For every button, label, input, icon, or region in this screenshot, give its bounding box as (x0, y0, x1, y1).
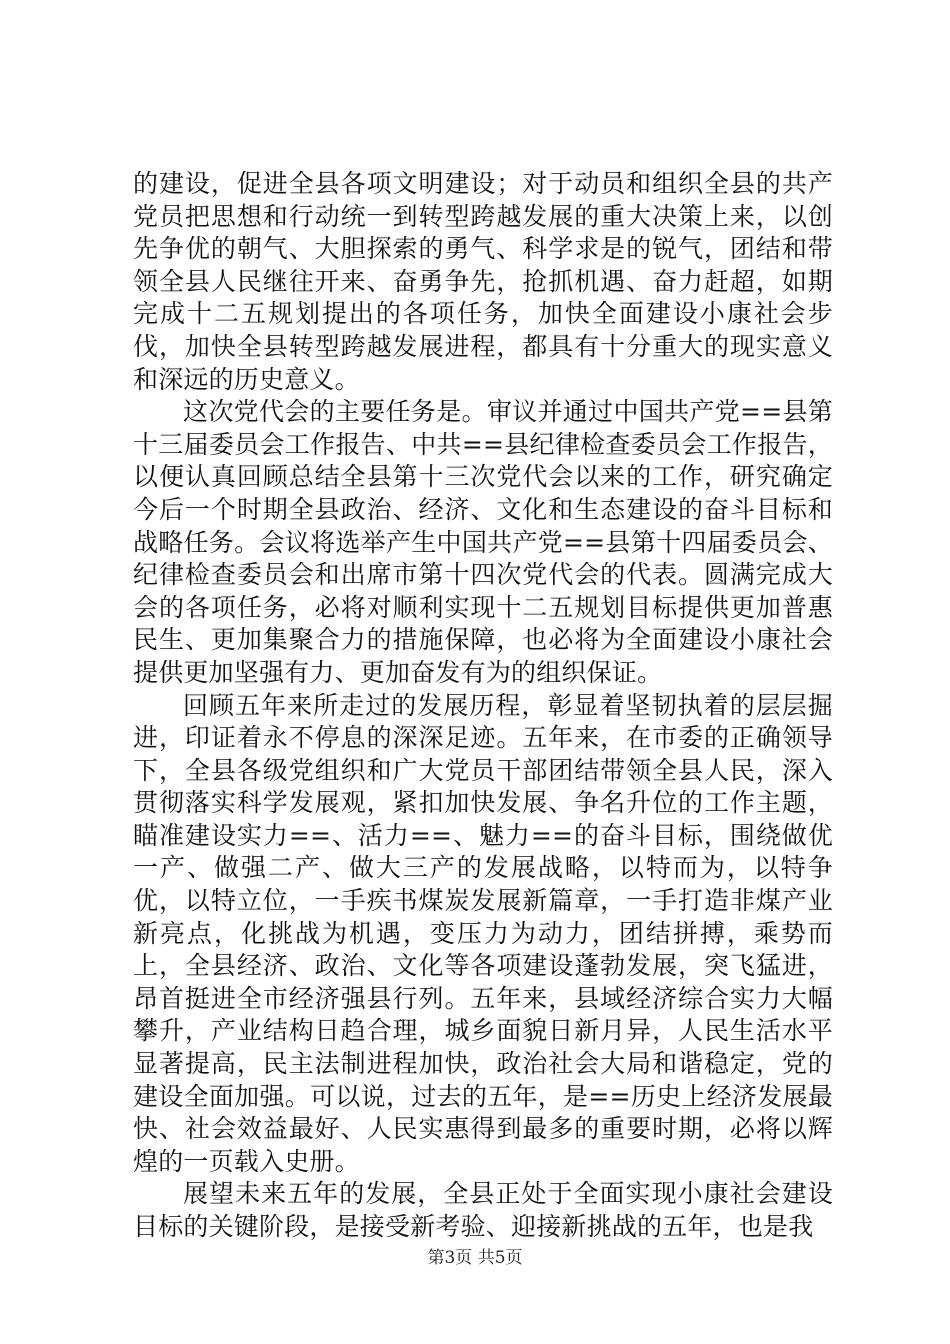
document-body (133, 168, 833, 1244)
paragraph-2: 这次党代会的主要任务是。审议并通过中国共产党==县第十三届委员会工作报告、中共==县纪律检查委员会工作报告，以便认真回顾总结全县第十三次党代会以来的工作，研究确定今后一个时期全县政治、经济、文化和生态建设的奋斗目标和战略任务。会议将选举产生中国共产党==县第十四届委员会、纪律检查委员会和出席市第十四次党代会的代表。圆满完成大会的各项任务，必将对顺利实现十二五规划目标提供更加普惠民生、更加集聚合力的措施保障，也必将为全面建设小康社会提供更加坚强有力、更加奋发有为的组织保证。 (133, 397, 833, 687)
page-footer: 第3页 共5页 (427, 1248, 523, 1268)
paragraph-4: 展望未来五年的发展，全县正处于全面实现小康社会建设目标的关键阶段，是接受新考验、迎接新挑战的五年，也是我 (133, 1179, 833, 1241)
paragraph-3: 回顾五年来所走过的发展历程，彰显着坚韧执着的层层掘进，印证着永不停息的深深足迹。五年来，在市委的正确领导下，全县各级党组织和广大党员干部团结带领全县人民，深入贯彻落实科学发展观，紧扣加快发展、争名升位的工作主题，瞄准建设实力==、活力==、魅力==的奋斗目标，围绕做优一产、做强二产、做大三产的发展战略，以特而为，以特争优，以特立位，一手疾书煤炭发展新篇章，一手打造非煤产业新亮点，化挑战为机遇，变压力为动力，团结拼搏，乘势而上，全县经济、政治、文化等各项建设蓬勃发展，突飞猛进，昂首挺进全市经济强县行列。五年来，县域经济综合实力大幅攀升，产业结构日趋合理，城乡面貌日新月异，人民生活水平显著提高，民主法制进程加快，政治社会大局和谐稳定，党的建设全面加强。可以说，过去的五年，是==历史上经济发展最快、社会效益最好、人民实惠得到最多的重要时期，必将以辉煌的一页载入史册。 (133, 690, 833, 1176)
paragraph-1: 的建设，促进全县各项文明建设；对于动员和组织全县的共产党员把思想和行动统一到转型跨越发展的重大决策上来，以创先争优的朝气、大胆探索的勇气、科学求是的锐气，团结和带领全县人民继往开来、奋勇争先，抢抓机遇、奋力赶超，如期完成十二五规划提出的各项任务，加快全面建设小康社会步伐，加快全县转型跨越发展进程，都具有十分重大的现实意义和深远的历史意义。 (133, 169, 833, 394)
